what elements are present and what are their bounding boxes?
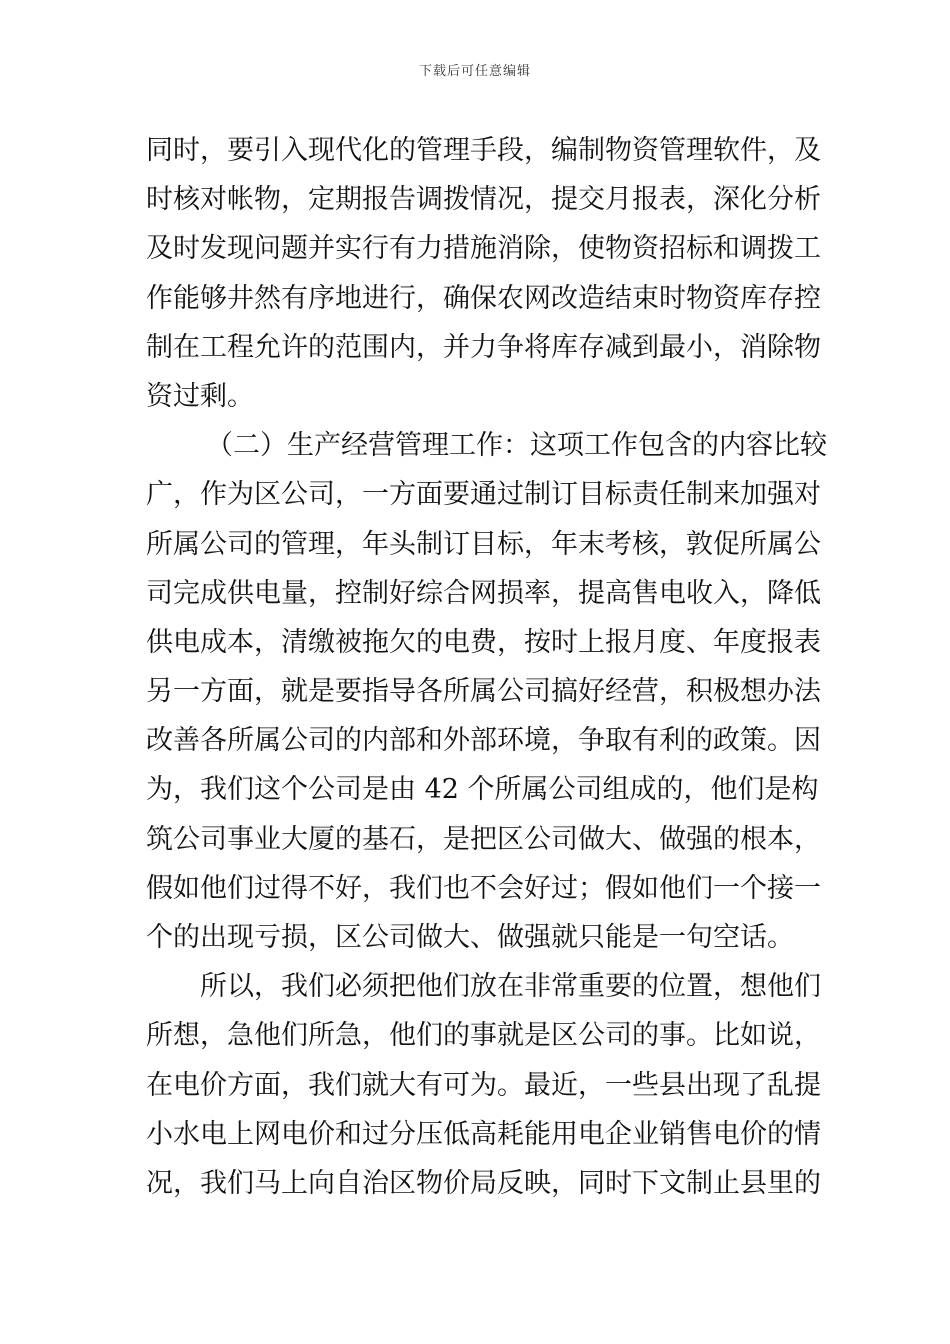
text-line: 筑公司事业大厦的基石，是把区公司做大、做强的根本， xyxy=(146,823,821,855)
text-line: 所想，急他们所急，他们的事就是区公司的事。比如说， xyxy=(146,1020,821,1052)
text-line: 司完成供电量，控制好综合网损率，提高售电收入，降低 xyxy=(146,577,821,609)
text-line: 为，我们这个公司是由 42 个所属公司组成的，他们是构 xyxy=(146,774,819,806)
text-line: 广，作为区公司，一方面要通过制订目标责任制来加强对 xyxy=(146,479,821,511)
text-line: 所属公司的管理，年头制订目标，年末考核，敦促所属公 xyxy=(146,528,821,560)
text-line: 时核对帐物，定期报告调拨情况，提交月报表，深化分析 xyxy=(146,184,821,216)
text-line: 改善各所属公司的内部和外部环境，争取有利的政策。因 xyxy=(146,725,821,757)
text-line: 资过剩。 xyxy=(146,380,254,412)
text-line: 假如他们过得不好，我们也不会好过；假如他们一个接一 xyxy=(146,872,821,904)
text-line: 所以，我们必须把他们放在非常重要的位置，想他们 xyxy=(200,971,821,1003)
text-line: 另一方面，就是要指导各所属公司搞好经营，积极想办法 xyxy=(146,676,821,708)
text-line: 在电价方面，我们就大有可为。最近，一些县出现了乱提 xyxy=(146,1069,821,1101)
paragraph-1 xyxy=(146,126,821,421)
page-header: 下载后可任意编辑 xyxy=(418,64,531,79)
document-body xyxy=(146,126,827,1208)
text-line: 及时发现问题并实行有力措施消除，使物资招标和调拨工 xyxy=(146,233,821,265)
text-line: 小水电上网电价和过分压低高耗能用电企业销售电价的情 xyxy=(146,1118,821,1150)
paragraph-2 xyxy=(146,421,827,962)
text-line: 作能够井然有序地进行，确保农网改造结束时物资库存控 xyxy=(146,282,821,314)
text-line: 同时，要引入现代化的管理手段，编制物资管理软件，及 xyxy=(146,135,821,166)
paragraph-3 xyxy=(146,962,821,1208)
text-line: （二）生产经营管理工作：这项工作包含的内容比较 xyxy=(206,430,827,462)
text-line: 个的出现亏损，区公司做大、做强就只能是一句空话。 xyxy=(146,922,794,953)
text-line: 供电成本，清缴被拖欠的电费，按时上报月度、年度报表 xyxy=(146,626,821,658)
text-line: 况，我们马上向自治区物价局反映，同时下文制止县里的 xyxy=(146,1167,821,1199)
text-line: 制在工程允许的范围内，并力争将库存减到最小，消除物 xyxy=(146,331,821,363)
